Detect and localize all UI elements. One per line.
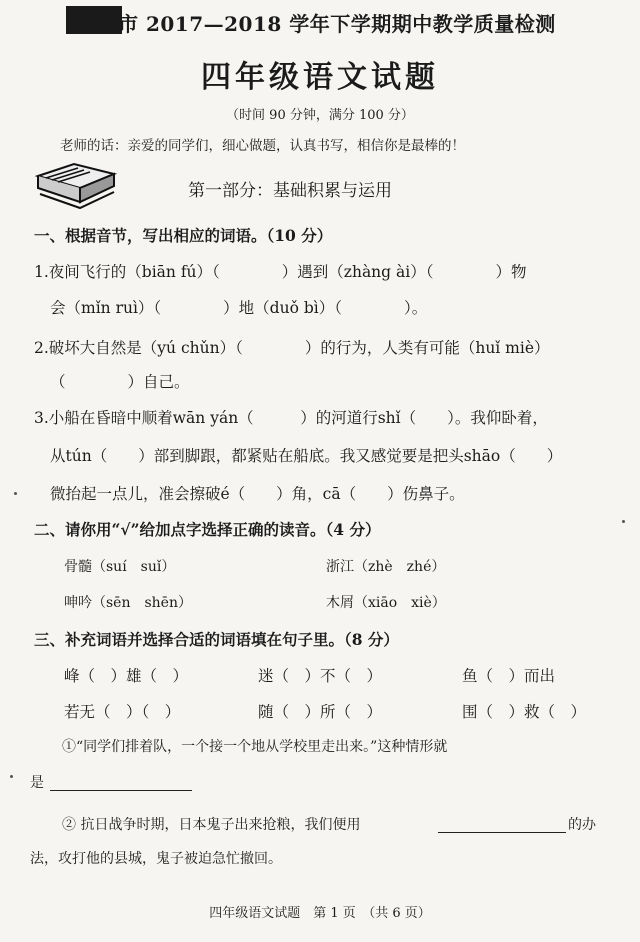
sentence-1-answer-blank[interactable] (50, 790, 192, 791)
book-icon (34, 158, 118, 214)
idiom-fill-item[interactable]: 随（ ）所（ ） (258, 703, 383, 721)
q3-line3: 微抬起一点儿，准会擦破é（ ）角，cā（ ）伤鼻子。 (50, 485, 465, 503)
q1-line2: 会（mǐn ruì）（ ）地（duǒ bì）（ ）。 (50, 299, 428, 317)
idiom-fill-item[interactable]: 峰（ ）雄（ ） (64, 667, 189, 685)
section-1-heading: 一、根据音节，写出相应的词语。（10 分） (34, 226, 333, 245)
idiom-fill-item[interactable]: 鱼（ ）而出 (462, 667, 556, 685)
sentence-2-line1: ② 抗日战争时期，日本鬼子出来抢粮，我们便用 (62, 817, 361, 833)
idiom-fill-item[interactable]: 迷（ ）不（ ） (258, 667, 383, 685)
exam-time-score: （时间 90 分钟，满分 100 分） (226, 108, 414, 123)
pinyin-choice-item[interactable]: 浙江（zhè zhé） (326, 559, 446, 575)
idiom-fill-item[interactable]: 围（ ）救（ ） (462, 703, 587, 721)
section-3-heading: 三、补充词语并选择合适的词语填在句子里。（8 分） (34, 630, 399, 649)
part-title: 第一部分：基础积累与运用 (188, 181, 392, 201)
scan-speck (14, 492, 17, 495)
sentence-1-line1: ①“同学们排着队，一个接一个地从学校里走出来。”这种情形就 (62, 739, 448, 755)
redacted-region (66, 6, 122, 34)
q3-line1: 3.小船在昏暗中顺着wān yán（ ）的河道行shǐ（ ）。我仰卧着， (34, 409, 548, 427)
scan-speck (10, 775, 13, 778)
page-footer: 四年级语文试题 第 1 页 （共 6 页） (209, 906, 431, 921)
teacher-note: 老师的话：亲爱的同学们，细心做题，认真书写，相信你是最棒的！ (60, 138, 465, 154)
pinyin-choice-item[interactable]: 骨髓（suí suǐ） (64, 559, 176, 575)
section-2-heading: 二、请你用“√”给加点字选择正确的读音。（4 分） (34, 520, 381, 539)
sentence-2-answer-blank[interactable] (438, 832, 566, 833)
pinyin-choice-item[interactable]: 呻吟（sēn shēn） (64, 595, 192, 611)
q1-line1: 1.夜间飞行的（biān fú）（ ）遇到（zhàng ài）（ ）物 (34, 263, 527, 281)
sentence-2-line2: 法，攻打他的县城，鬼子被迫急忙撤回。 (30, 851, 282, 867)
sentence-2-tail: 的办 (568, 817, 596, 833)
q2-line2: （ ）自己。 (50, 373, 190, 391)
idiom-fill-item[interactable]: 若无（ ）（ ） (64, 703, 181, 721)
q3-line2: 从tún（ ）部到脚跟，都紧贴在船底。我又感觉要是把头shāo（ ） (50, 447, 563, 465)
q2-line1: 2.破坏大自然是（yú chǔn）（ ）的行为，人类有可能（huǐ miè） (34, 339, 550, 357)
scan-speck (622, 520, 625, 523)
page-title: 四年级语文试题 (201, 60, 439, 95)
sentence-1-line2: 是 (30, 775, 44, 791)
exam-header-line: 市 2017—2018 学年下学期期中教学质量检测 (118, 12, 556, 36)
pinyin-choice-item[interactable]: 木屑（xiāo xiè） (326, 595, 446, 611)
